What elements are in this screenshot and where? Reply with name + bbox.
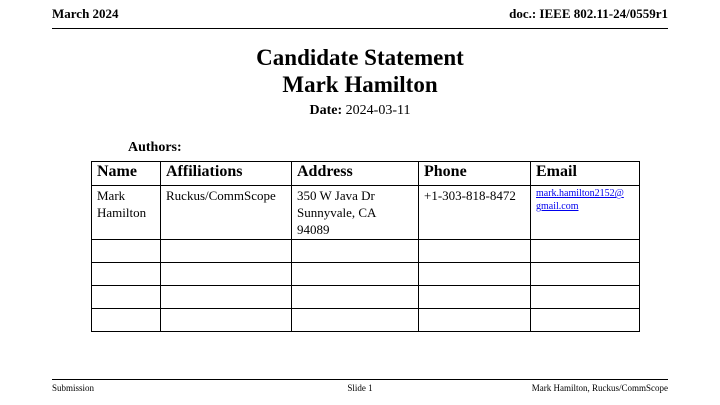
col-header-email: Email [531,162,640,186]
empty-cell [419,309,531,332]
empty-cell [161,309,292,332]
table-row [92,240,640,263]
empty-cell [292,309,419,332]
email-link[interactable] [536,188,624,212]
title-line-1: Candidate Statement [256,45,464,70]
authors-label: Authors: [128,140,182,155]
empty-cell [92,240,161,263]
col-header-address: Address [292,162,419,186]
address-city: Sunnyvale, CA [297,205,377,220]
col-header-name: Name [92,162,161,186]
footer-submission: Submission [52,383,95,393]
page-header [52,0,668,29]
empty-cell [531,286,640,309]
empty-cell [531,263,640,286]
empty-cell [531,240,640,263]
empty-cell [92,286,161,309]
address-street: 350 W Java Dr [297,188,375,203]
page-title [0,44,720,98]
empty-cell [92,309,161,332]
header-date: March 2024 [52,6,119,21]
empty-cell [419,240,531,263]
table-row [92,263,640,286]
footer-author: Mark Hamilton, Ruckus/CommScope [531,383,668,393]
footer-slide-number: Slide 1 [347,383,373,393]
date-line [0,103,720,119]
address-zip: 94089 [297,222,330,237]
header-doc-id: doc.: IEEE 802.11-24/0559r1 [509,6,668,21]
col-header-phone: Phone [419,162,531,186]
cell-address [292,186,419,240]
empty-cell [161,263,292,286]
name-last: Hamilton [97,205,147,220]
table-header-row [92,162,640,186]
empty-cell [92,263,161,286]
authors-table [91,161,640,332]
table-row [92,286,640,309]
name-first: Mark [97,188,126,203]
col-header-affiliations: Affiliations [161,162,292,186]
empty-cell [419,263,531,286]
table-row [92,186,640,240]
email-part-1: mark.hamilton2152@ [536,188,624,199]
cell-phone: +1-303-818-8472 [419,186,531,240]
date-label: Date: [309,103,343,118]
header-rule [52,28,668,29]
cell-affiliation: Ruckus/CommScope [161,186,292,240]
empty-cell [292,240,419,263]
empty-cell [161,286,292,309]
empty-cell [292,286,419,309]
empty-cell [531,309,640,332]
cell-email [531,186,640,240]
date-value: 2024-03-11 [345,103,411,118]
cell-name [92,186,161,240]
email-part-2: gmail.com [536,201,579,212]
empty-cell [292,263,419,286]
footer-rule [52,379,668,380]
title-line-2: Mark Hamilton [282,72,438,97]
empty-cell [161,240,292,263]
table-row [92,309,640,332]
empty-cell [419,286,531,309]
